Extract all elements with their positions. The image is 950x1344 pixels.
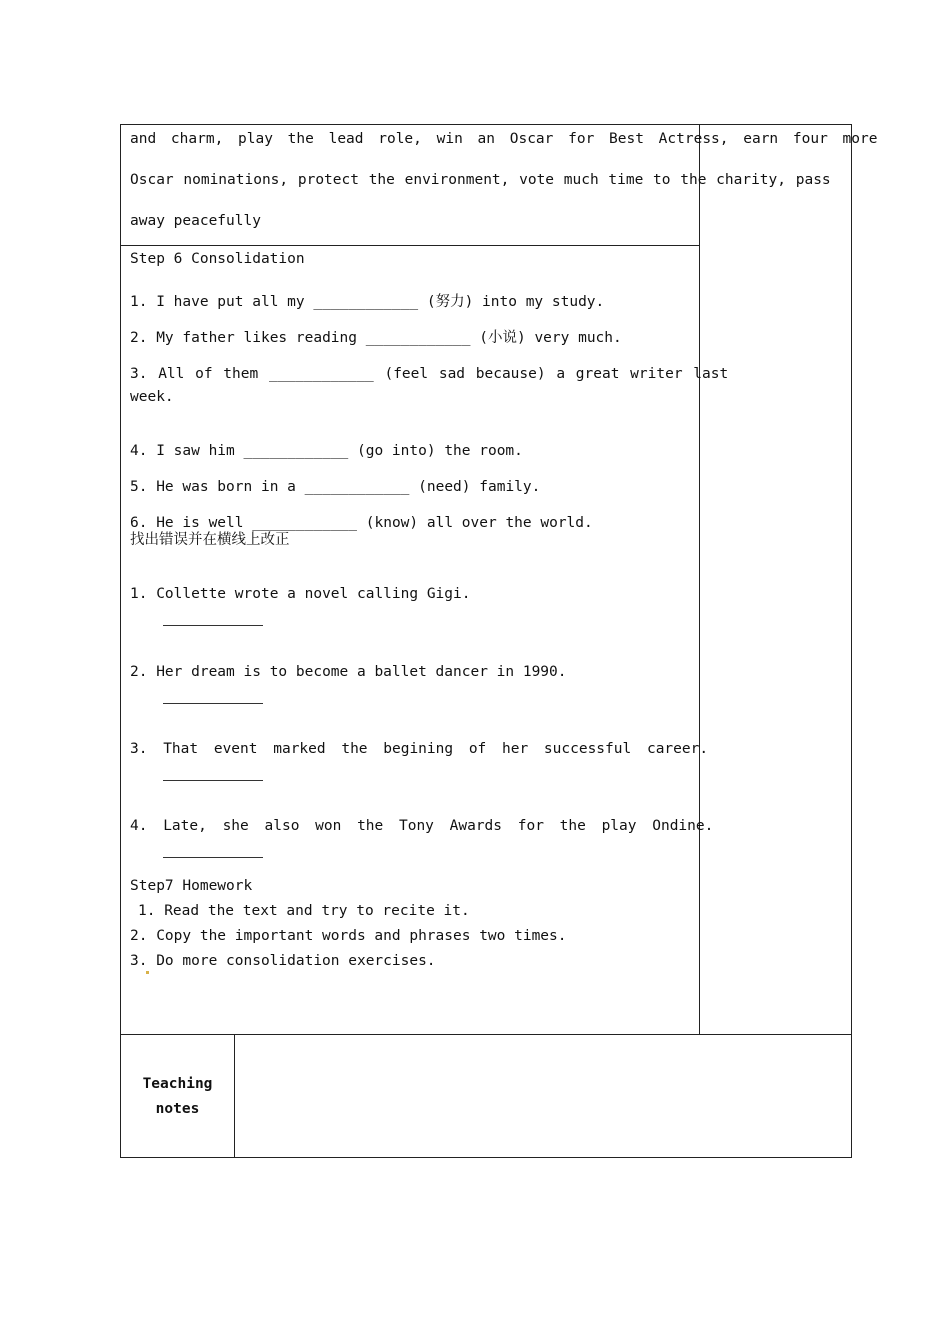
table-right-border — [851, 124, 852, 1158]
intro-line-1 — [130, 130, 878, 148]
step6-item-1 — [130, 275, 604, 311]
errors-heading: 找出错误并在横线上改正 — [130, 532, 290, 548]
item-number: 2. — [130, 330, 148, 346]
item-number: 6. — [130, 515, 148, 531]
item-text: My father likes reading — [156, 330, 357, 346]
homework-heading: Step7 Homework — [130, 878, 253, 894]
answer-blank[interactable]: ____________ — [268, 366, 374, 382]
step6-item-2 — [130, 311, 622, 347]
intro-line-3: away peacefully — [130, 213, 261, 229]
item-text: Collette wrote a novel calling Gigi. — [156, 586, 471, 602]
table-top-border — [120, 124, 852, 125]
item-hint: (need) — [418, 479, 471, 495]
step6-item-3 — [130, 347, 728, 383]
answer-blank[interactable]: ____________ — [243, 443, 349, 459]
item-text: That event marked the begining of her successful career. — [163, 741, 709, 757]
item-text: I saw him — [156, 443, 235, 459]
item-text: All of them — [158, 366, 259, 382]
teaching-notes-line-2: notes — [155, 1101, 200, 1117]
intro-row-divider — [120, 245, 700, 246]
item-text: Late, she also won the Tony Awards for the play Ondine. — [163, 818, 714, 834]
correction-blank-2[interactable] — [163, 703, 263, 704]
stray-mark — [146, 971, 149, 974]
item-hint: (know) — [365, 515, 419, 531]
item-text: He is well — [156, 515, 244, 531]
step6-heading: Step 6 Consolidation — [130, 251, 305, 267]
answer-blank[interactable]: ____________ — [313, 294, 419, 310]
item-text: Her dream is to become a ballet dancer in 1990. — [156, 664, 567, 680]
homework-item-2: 2. Copy the important words and phrases two times. — [130, 928, 567, 944]
step6-item-4 — [130, 424, 523, 460]
item-number: 2. — [130, 664, 148, 680]
item-number: 3. — [130, 741, 148, 757]
answer-blank[interactable]: ____________ — [304, 479, 410, 495]
item-text: a great writer last — [556, 366, 729, 382]
table-bottom-border — [120, 1157, 852, 1158]
intro-line-2: Oscar nominations, protect the environment, vote much time to the charity, pass — [130, 172, 831, 188]
item-number: 1. — [130, 586, 148, 602]
item-text: very much. — [534, 330, 622, 346]
item-number: 4. — [130, 818, 148, 834]
answer-blank[interactable]: ____________ — [365, 330, 471, 346]
error-item-2 — [130, 645, 567, 681]
item-text: He was born in a — [156, 479, 296, 495]
notes-column-divider — [234, 1034, 235, 1158]
item-text: into my study. — [482, 294, 605, 310]
error-item-1 — [130, 567, 470, 603]
teaching-notes-line-1: Teaching — [142, 1076, 213, 1092]
item-number: 3. — [130, 366, 148, 382]
item-text: the room. — [444, 443, 523, 459]
answer-blank[interactable]: ____________ — [252, 515, 358, 531]
item-text: I have put all my — [156, 294, 305, 310]
step6-item-5 — [130, 460, 540, 496]
notes-row-divider — [120, 1034, 852, 1035]
step6-item-6 — [130, 496, 593, 532]
error-item-3 — [130, 722, 708, 758]
item-text: family. — [479, 479, 541, 495]
item-hint: (go into) — [357, 443, 436, 459]
item-number: 5. — [130, 479, 148, 495]
item-hint: (小说) — [479, 330, 526, 346]
column-divider — [699, 124, 700, 1035]
item-text: all over the world. — [426, 515, 593, 531]
correction-blank-4[interactable] — [163, 857, 263, 858]
step6-item-3-continued: week. — [130, 389, 174, 405]
intro-line-1-text: and charm, play the lead role, win an Oscar for Best Actress, earn four more — [130, 131, 878, 147]
correction-blank-3[interactable] — [163, 780, 263, 781]
table-left-border — [120, 124, 121, 1158]
homework-item-1: 1. Read the text and try to recite it. — [138, 903, 470, 919]
item-number: 1. — [130, 294, 148, 310]
item-number: 4. — [130, 443, 148, 459]
error-item-4 — [130, 799, 713, 835]
teaching-notes-label — [121, 1072, 234, 1122]
correction-blank-1[interactable] — [163, 625, 263, 626]
item-hint: (feel sad because) — [384, 366, 546, 382]
homework-item-3: 3. Do more consolidation exercises. — [130, 953, 436, 969]
item-hint: (努力) — [426, 294, 474, 310]
